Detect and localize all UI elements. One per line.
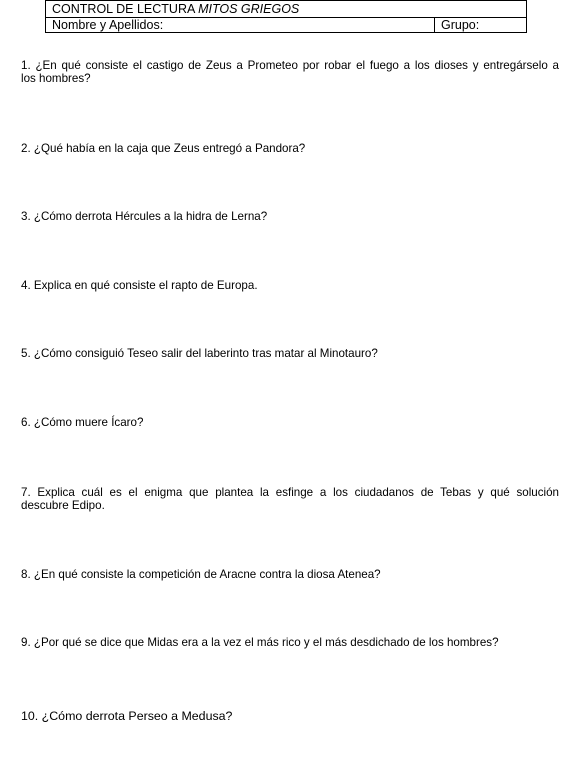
header-table	[45, 0, 527, 33]
question-2: 2. ¿Qué había en la caja que Zeus entregó a Pandora?	[21, 142, 306, 155]
question-3: 3. ¿Cómo derrota Hércules a la hidra de Lerna?	[21, 210, 268, 223]
question-10: 10. ¿Cómo derrota Perseo a Medusa?	[21, 709, 233, 723]
question-4: 4. Explica en qué consiste el rapto de Europa.	[21, 279, 258, 292]
question-9: 9. ¿Por qué se dice que Midas era a la vez el más rico y el más desdichado de los hombres?	[21, 636, 499, 649]
question-6: 6. ¿Cómo muere Ícaro?	[21, 416, 144, 429]
header-fields-row	[46, 18, 527, 33]
question-7	[21, 486, 559, 512]
question-7-line-2: descubre Edipo.	[21, 499, 105, 512]
document-title	[46, 1, 527, 18]
header-title-row	[46, 1, 527, 18]
question-5: 5. ¿Cómo consiguió Teseo salir del laberinto tras matar al Minotauro?	[21, 347, 378, 360]
question-1-line-2: los hombres?	[21, 72, 91, 85]
question-7-line-1: 7. Explica cuál es el enigma que plantea la esfinge a los ciudadanos de Tebas y qué solución	[21, 486, 559, 499]
question-1-line-1: 1. ¿En qué consiste el castigo de Zeus a Prometeo por robar el fuego a los dioses y entregárselo a	[21, 59, 559, 72]
question-1	[21, 59, 559, 85]
name-field[interactable]: Nombre y Apellidos:	[46, 18, 435, 33]
title-prefix: CONTROL DE LECTURA	[52, 2, 199, 16]
question-8: 8. ¿En qué consiste la competición de Aracne contra la diosa Atenea?	[21, 568, 381, 581]
group-field[interactable]: Grupo:	[435, 18, 527, 33]
title-emphasis: MITOS GRIEGOS	[198, 2, 300, 16]
